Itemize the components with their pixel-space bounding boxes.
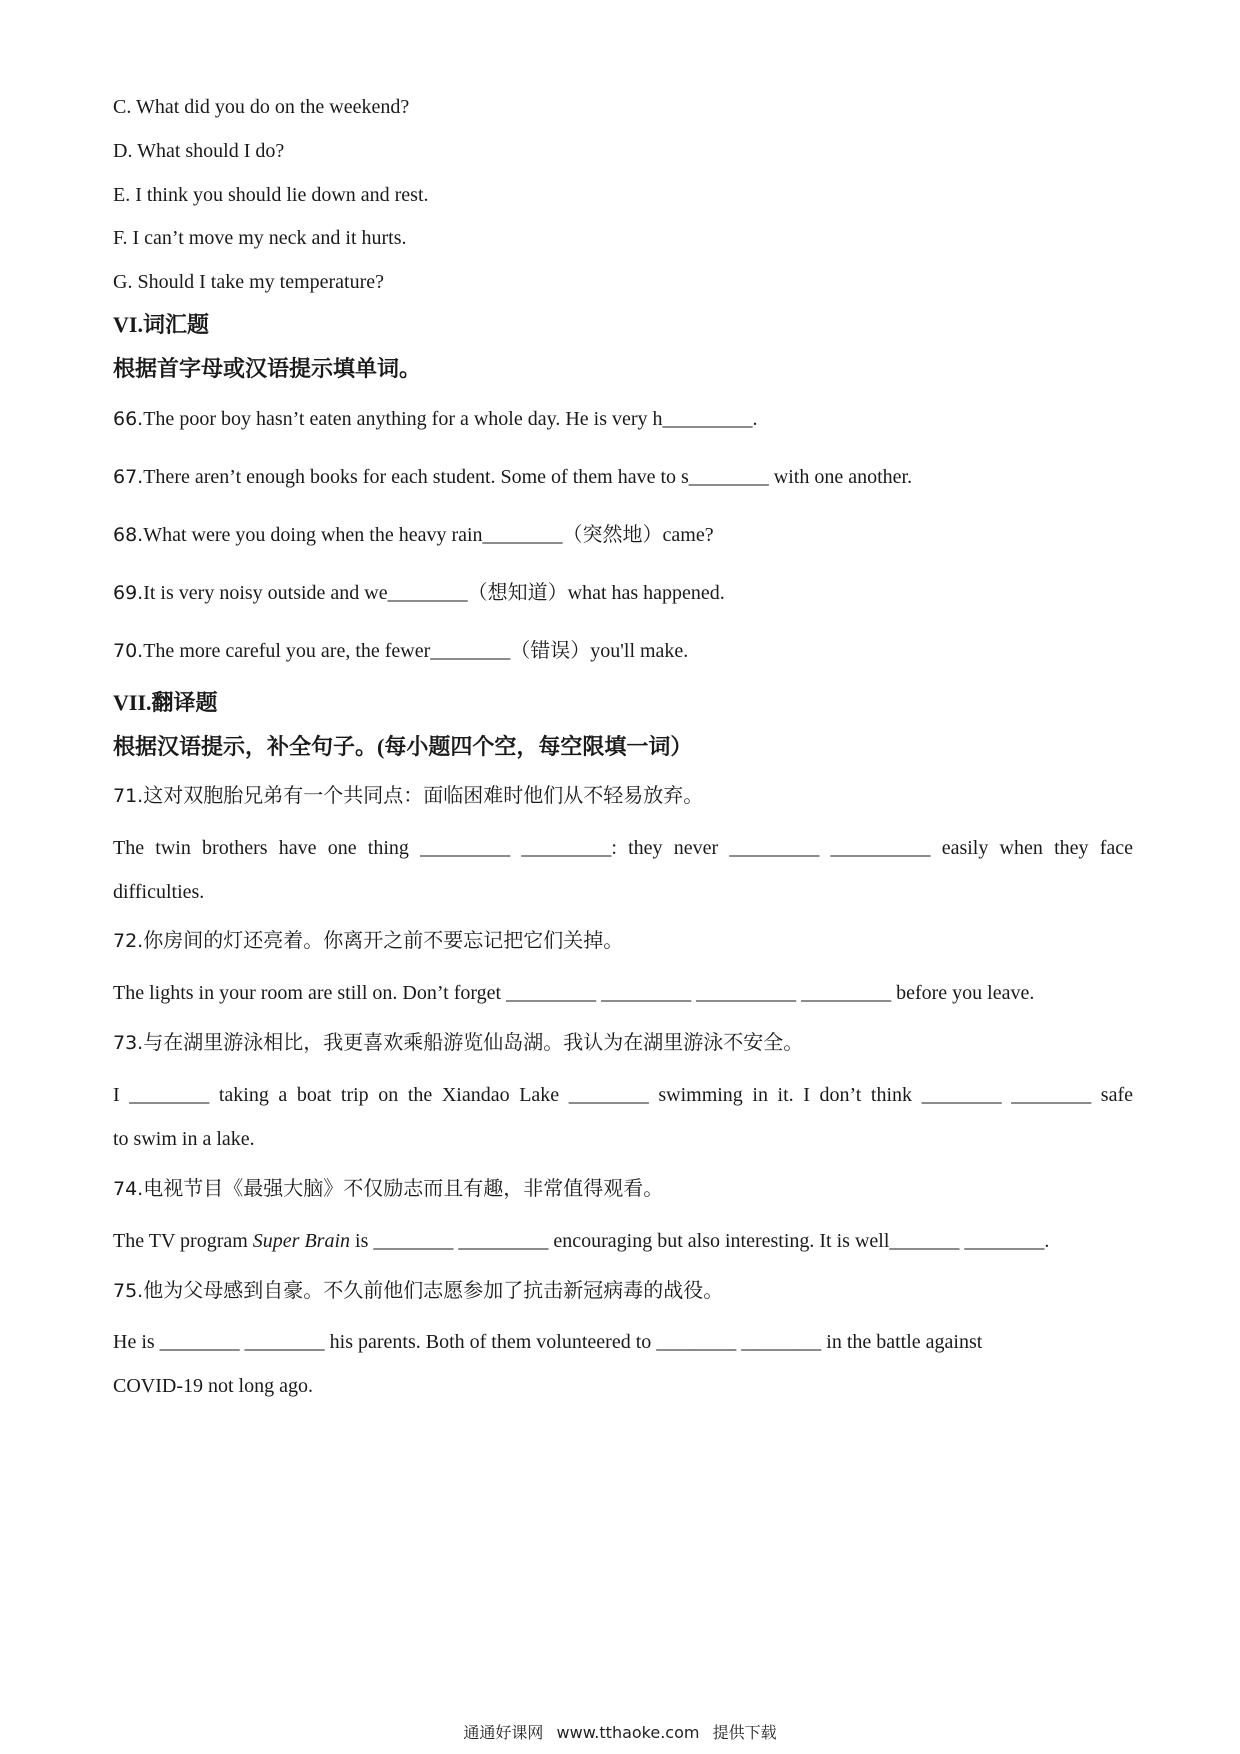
question-70 <box>113 636 1133 666</box>
question-number: 74. <box>113 1178 144 1200</box>
question-74-chinese <box>113 1174 1133 1204</box>
question-chinese-text: 他为父母感到自豪。不久前他们志愿参加了抗击新冠病毒的战役。 <box>143 1280 724 1302</box>
option-c: C. What did you do on the weekend? <box>113 96 410 118</box>
question-number: 69. <box>113 582 144 604</box>
question-text: The more careful you are, the fewer________（错误）you'll make. <box>143 640 689 662</box>
question-73-chinese <box>113 1028 1133 1058</box>
question-text: There aren’t enough books for each student. Some of them have to s________ with one another. <box>143 466 913 488</box>
question-number: 72. <box>113 930 144 952</box>
question-number: 66. <box>113 408 144 430</box>
question-71-chinese <box>113 781 1133 811</box>
section-6-title: VI.词汇题 <box>113 312 209 337</box>
question-chinese-text: 你房间的灯还亮着。你离开之前不要忘记把它们关掉。 <box>143 930 624 952</box>
question-text: The poor boy hasn’t eaten anything for a whole day. He is very h_________. <box>143 408 758 430</box>
question-72-english: The lights in your room are still on. Don’t forget _________ _________ __________ _________ before you leave. <box>113 982 1035 1004</box>
question-69 <box>113 578 1133 608</box>
question-number: 73. <box>113 1032 144 1054</box>
question-71-english-cont: difficulties. <box>113 881 205 903</box>
question-72-chinese <box>113 926 1133 956</box>
sentence-rest: is ________ _________ encouraging but also interesting. It is well_______ ________. <box>350 1230 1050 1252</box>
page-footer <box>0 1720 1240 1743</box>
question-73-english: I ________ taking a boat trip on the Xiandao Lake ________ swimming in it. I don’t think ________ ________ safe <box>113 1084 1133 1106</box>
section-7-instruction: 根据汉语提示，补全句子。(每小题四个空，每空限填一词） <box>113 734 693 759</box>
question-chinese-text: 与在湖里游泳相比，我更喜欢乘船游览仙岛湖。我认为在湖里游泳不安全。 <box>143 1032 804 1054</box>
question-number: 75. <box>113 1280 144 1302</box>
footer-url[interactable]: www.tthaoke.com <box>556 1723 700 1742</box>
footer-site-name: 通通好课网 <box>463 1723 544 1742</box>
question-text: What were you doing when the heavy rain________（突然地）came? <box>143 524 714 546</box>
option-f: F. I can’t move my neck and it hurts. <box>113 227 407 249</box>
option-g: G. Should I take my temperature? <box>113 271 385 293</box>
question-chinese-text: 这对双胞胎兄弟有一个共同点：面临困难时他们从不轻易放弃。 <box>143 785 704 807</box>
sentence-start: The TV program <box>113 1230 253 1252</box>
question-number: 71. <box>113 785 144 807</box>
question-75-english: He is ________ ________ his parents. Both of them volunteered to ________ ________ in the battle against <box>113 1331 983 1353</box>
option-d: D. What should I do? <box>113 140 285 162</box>
section-7-title: VII.翻译题 <box>113 690 218 715</box>
question-text: It is very noisy outside and we________（想知道）what has happened. <box>143 582 725 604</box>
program-title: Super Brain <box>252 1230 351 1252</box>
question-71-english: The twin brothers have one thing _________ _________: they never _________ __________ easily when they face <box>113 837 1133 859</box>
question-75-chinese <box>113 1276 1133 1306</box>
option-e: E. I think you should lie down and rest. <box>113 184 429 206</box>
question-68 <box>113 520 1133 550</box>
question-number: 68. <box>113 524 144 546</box>
question-75-english-cont: COVID-19 not long ago. <box>113 1375 313 1397</box>
question-number: 67. <box>113 466 144 488</box>
footer-note: 提供下载 <box>712 1723 777 1742</box>
section-6-instruction: 根据首字母或汉语提示填单词。 <box>113 356 422 381</box>
question-chinese-text: 电视节目《最强大脑》不仅励志而且有趣，非常值得观看。 <box>143 1178 664 1200</box>
question-number: 70. <box>113 640 144 662</box>
question-66 <box>113 404 1133 434</box>
question-67 <box>113 462 1133 492</box>
question-73-english-cont: to swim in a lake. <box>113 1128 255 1150</box>
question-74-english <box>113 1226 1133 1256</box>
